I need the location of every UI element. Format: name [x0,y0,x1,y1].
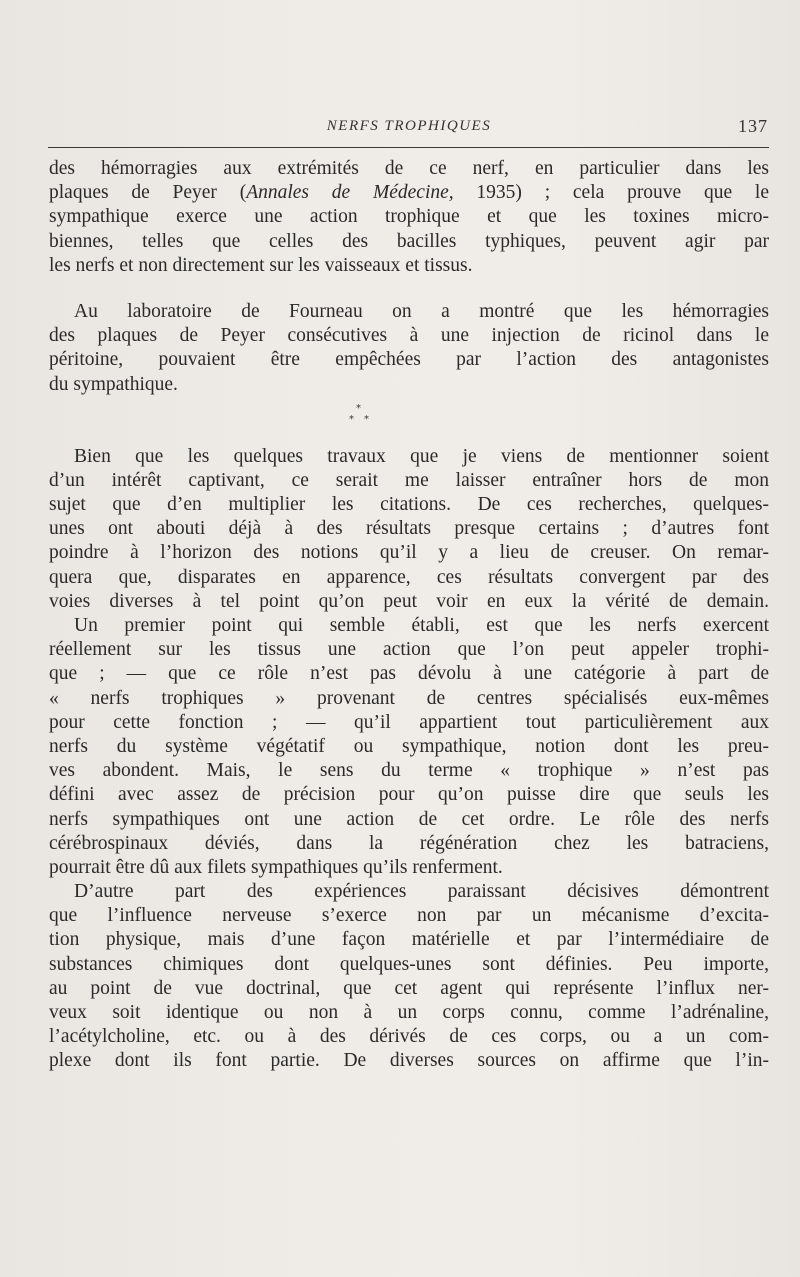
text-line: défini avec assez de précision pour qu’on puisse dire que seuls les [49,784,769,806]
text-line: au point de vue doctrinal, que cet agent qui représente l’influx ner- [49,977,769,999]
paragraph-2 [49,300,769,397]
body-text [49,157,769,1074]
header-rule [48,147,769,148]
text-line: Un premier point qui semble établi, est que les nerfs exercent [74,615,769,636]
running-head: NERFS TROPHIQUES [326,118,492,134]
asterisk: * [349,413,354,425]
text-line: pourrait être dû aux filets sympathiques qu’ils renferment. [49,856,503,878]
text-line: ves abondent. Mais, le sens du terme « trophique » n’est pas [49,760,769,782]
text-line: sujet que d’en multiplier les citations. De ces recherches, quelques- [49,494,769,516]
text-line: tion physique, mais d’une façon matérielle et par l’intermédiaire de [49,929,769,951]
text-run: plaques de Peyer ( [49,182,247,204]
text-line: pour cette fonction ; — qu’il appartient tout particulièrement aux [49,711,769,733]
text-line: D’autre part des expériences paraissant décisives démontrent [74,881,769,903]
text-line: « nerfs trophiques » provenant de centres spécialisés eux-mêmes [49,687,769,709]
text-line: plexe dont ils font partie. De diverses sources on affirme que l’in- [49,1050,769,1072]
text-line: veux soit identique ou non à un corps connu, comme l’adrénaline, [49,1002,769,1023]
paragraph-1 [49,157,769,278]
text-line: nerfs sympathiques ont une action de cet ordre. Le rôle des nerfs [49,808,769,830]
text-line: substances chimiques dont quelques-unes sont définies. Peu importe, [49,953,769,975]
text-line: d’un intérêt captivant, ce serait me laisser entraîner hors de mon [49,469,769,491]
text-line: cérébrospinaux déviés, dans la régénération chez les batraciens, [49,832,769,854]
text-line: biennes, telles que celles des bacilles typhiques, peuvent agir par [49,230,769,252]
paragraph-3 [49,445,769,614]
paragraph-4 [49,614,769,880]
page-number: 137 [738,116,768,136]
text-line: Au laboratoire de Fourneau on a montré que les hémorragies [74,300,769,322]
asterisk: * [356,402,361,414]
paragraph-spacer [49,278,769,300]
text-line: unes ont abouti déjà à des résultats presque certains ; d’autres font [49,518,769,540]
asterisk: * [364,413,369,425]
journal-title: Annales de Médecine, [246,182,454,204]
section-asterism [49,397,769,439]
text-line: péritoine, pouvaient être empêchées par l’action des antagonistes [49,349,769,371]
page-header [48,114,770,142]
text-line: quera que, disparates en apparence, ces résultats convergent par des [49,566,769,588]
text-line: du sympathique. [49,373,178,395]
paragraph-5 [49,880,769,1074]
text-line: nerfs du système végétatif ou sympathique, notion dont les preu- [49,735,769,757]
text-line: Bien que les quelques travaux que je viens de mentionner soient [74,445,769,467]
text-line: réellement sur les tissus une action que l’on peut appeler trophi- [49,639,769,661]
text-line: voies diverses à tel point qu’on peut voir en eux la vérité de demain. [49,590,769,612]
text-line [49,181,769,205]
text-line: poindre à l’horizon des notions qu’il y a lieu de creuser. On remar- [49,542,769,564]
text-line: que ; — que ce rôle n’est pas dévolu à une catégorie à part de [49,663,769,685]
text-run: 1935) ; cela prouve que le [453,182,769,204]
text-line: les nerfs et non directement sur les vaisseaux et tissus. [49,254,473,276]
text-line: que l’influence nerveuse s’exerce non par un mécanisme d’excita- [49,905,769,927]
text-line: des hémorragies aux extrémités de ce nerf, en particulier dans les [49,158,769,179]
text-line: des plaques de Peyer consécutives à une injection de ricinol dans le [49,325,769,347]
text-line: sympathique exerce une action trophique et que les toxines micro- [49,206,769,228]
text-line: l’acétylcholine, etc. ou à des dérivés de ces corps, ou a un com- [49,1026,769,1048]
